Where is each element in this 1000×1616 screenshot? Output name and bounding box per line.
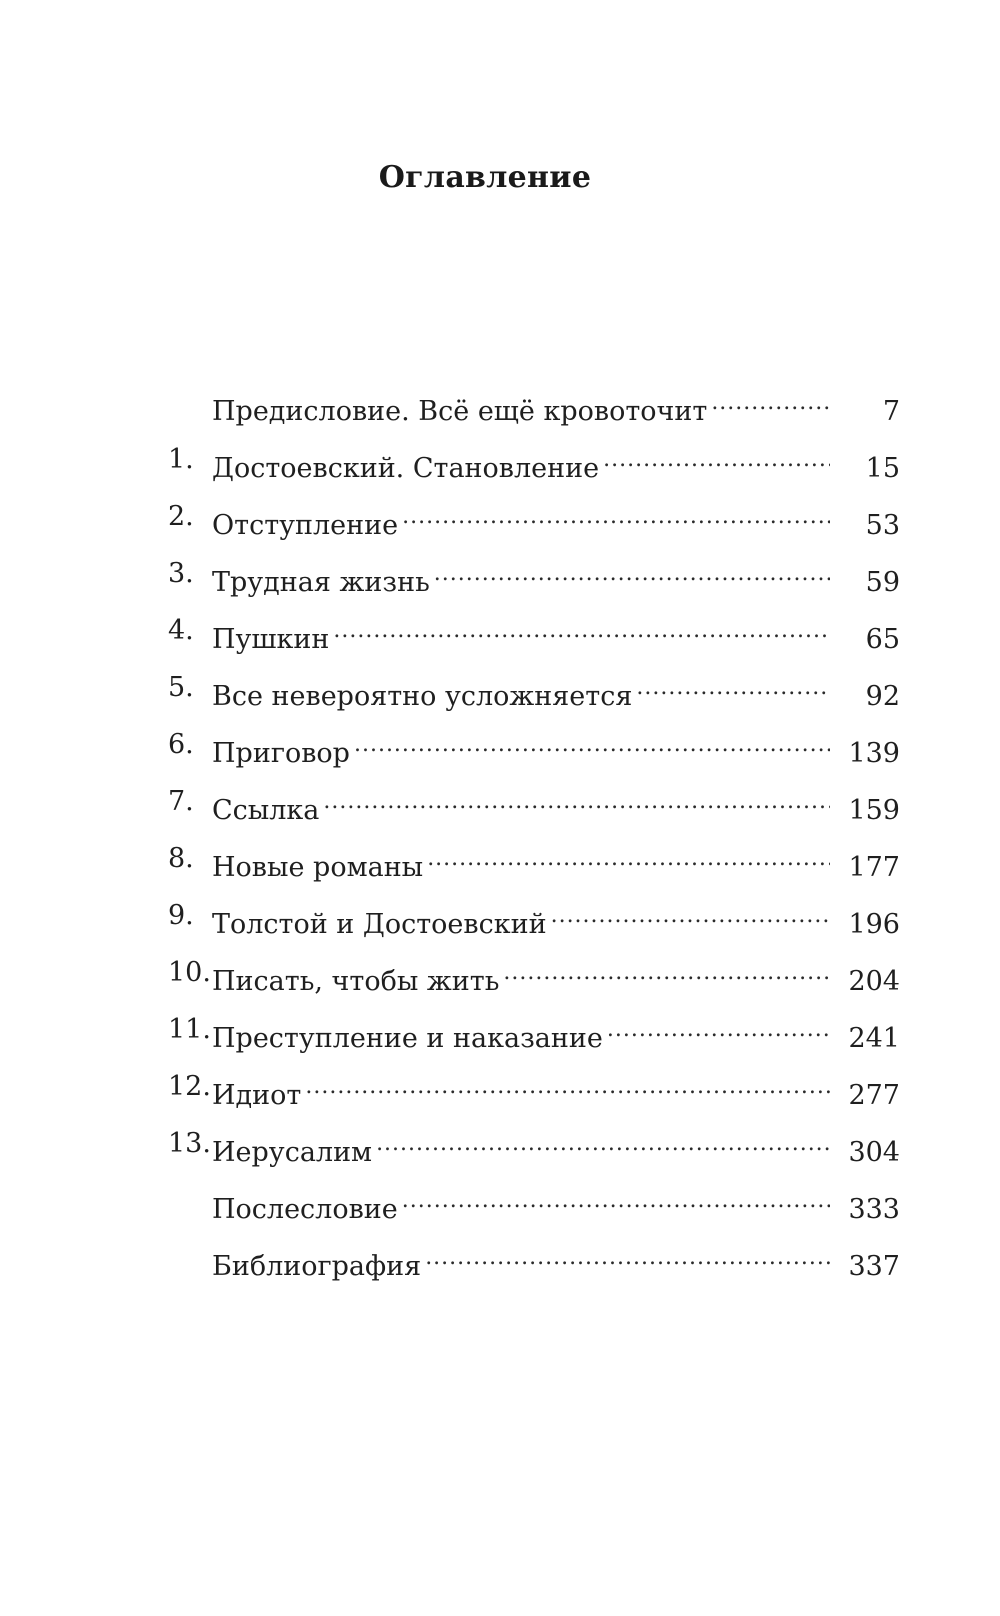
toc-entry-page: 53 — [865, 510, 900, 541]
toc-entry-title: Ссылка — [212, 795, 320, 826]
toc-entry-page: 59 — [865, 567, 900, 598]
toc-entry[interactable] — [168, 431, 900, 488]
toc-entry[interactable] — [168, 602, 900, 659]
toc-entry-page: 304 — [848, 1137, 900, 1168]
toc-entry-title: Трудная жизнь — [212, 567, 430, 598]
toc-entry-page: 92 — [865, 681, 900, 712]
toc-entry-number: 4. — [168, 615, 194, 646]
toc-entry-number: 1. — [168, 444, 194, 475]
toc-entry-title: Библиография — [212, 1251, 422, 1282]
dot-leader — [607, 1013, 830, 1047]
dot-leader — [603, 443, 830, 477]
toc-entry-number: 2. — [168, 501, 194, 532]
toc-entry-title: Достоевский. Становление — [212, 453, 600, 484]
toc-entry-page: 277 — [848, 1080, 900, 1111]
dot-leader — [434, 557, 830, 591]
dot-leader — [636, 671, 830, 705]
toc-entry-number: 7. — [168, 786, 194, 817]
dot-leader — [425, 1241, 830, 1275]
toc-entry-page: 159 — [848, 795, 900, 826]
toc-entry-number: 9. — [168, 900, 194, 931]
toc-entry-page: 7 — [882, 396, 900, 427]
toc-entry-page: 65 — [865, 624, 900, 655]
toc-entry-title: Преступление и наказание — [212, 1023, 603, 1054]
toc-entry[interactable] — [168, 1229, 900, 1286]
toc-entry-title: Предисловие. Всё ещё кровоточит — [212, 396, 708, 427]
dot-leader — [323, 785, 830, 819]
dot-leader — [711, 386, 830, 420]
toc-entry[interactable] — [168, 716, 900, 773]
toc-entry-title: Пушкин — [212, 624, 330, 655]
toc-entry-page: 337 — [848, 1251, 900, 1282]
page-title: Оглавление — [378, 160, 592, 195]
dot-leader — [551, 899, 830, 933]
dot-leader — [376, 1127, 830, 1161]
toc-entry-number: 3. — [168, 558, 194, 589]
toc-entry-number: 8. — [168, 843, 194, 874]
toc-entry[interactable] — [168, 488, 900, 545]
toc-entry[interactable] — [168, 659, 900, 716]
toc-entry-title: Иерусалим — [212, 1137, 373, 1168]
toc-entry-page: 177 — [848, 852, 900, 883]
toc-entry[interactable] — [168, 1115, 900, 1172]
toc-entry[interactable] — [168, 830, 900, 887]
dot-leader — [427, 842, 830, 876]
toc-entry[interactable] — [168, 773, 900, 830]
toc-entry[interactable] — [168, 1172, 900, 1229]
toc-entry-title: Приговор — [212, 738, 350, 769]
toc-entry-page: 333 — [848, 1194, 900, 1225]
dot-leader — [305, 1070, 830, 1104]
toc-entry-title: Послесловие — [212, 1194, 398, 1225]
toc-entry-title: Отступление — [212, 510, 399, 541]
toc-entry-page: 139 — [848, 738, 900, 769]
toc-entry-page: 15 — [865, 453, 900, 484]
dot-leader — [402, 1184, 830, 1218]
toc-entry-number: 10. — [168, 957, 211, 988]
toc-entry[interactable] — [168, 1058, 900, 1115]
toc-entry-title: Новые романы — [212, 852, 424, 883]
toc-entry[interactable] — [168, 374, 900, 431]
toc-entry-title: Толстой и Достоевский — [212, 909, 547, 940]
toc-entry-page: 241 — [848, 1023, 900, 1054]
toc-entry-page: 196 — [848, 909, 900, 940]
toc-entry-number: 12. — [168, 1071, 211, 1102]
toc-entry-page: 204 — [848, 966, 900, 997]
toc-entry-number: 13. — [168, 1128, 211, 1159]
toc-entry-title: Идиот — [212, 1080, 302, 1111]
dot-leader — [503, 956, 830, 990]
dot-leader — [354, 728, 830, 762]
toc-entry[interactable] — [168, 944, 900, 1001]
toc-entry[interactable] — [168, 545, 900, 602]
toc-entry-number: 5. — [168, 672, 194, 703]
dot-leader — [333, 614, 830, 648]
toc-entry-number: 11. — [168, 1014, 211, 1045]
table-of-contents — [168, 374, 900, 1286]
toc-entry[interactable] — [168, 887, 900, 944]
toc-entry[interactable] — [168, 1001, 900, 1058]
toc-entry-title: Все невероятно усложняется — [212, 681, 633, 712]
dot-leader — [402, 500, 830, 534]
toc-entry-number: 6. — [168, 729, 194, 760]
toc-entry-title: Писать, чтобы жить — [212, 966, 500, 997]
